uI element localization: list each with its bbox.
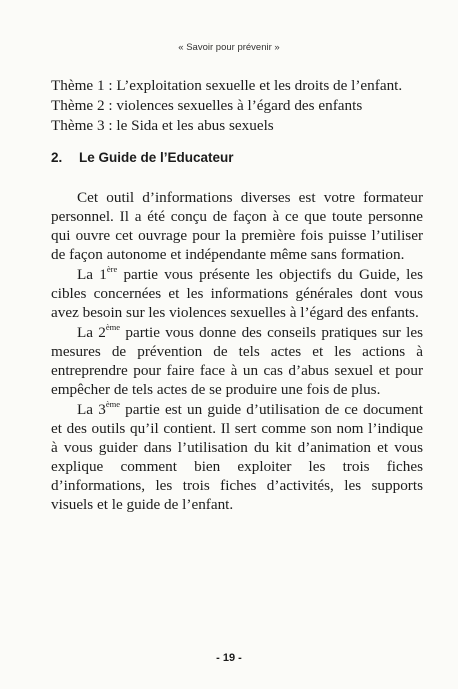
paragraph-part-1-lead: La 1 <box>77 266 107 283</box>
paragraph-part-2-lead: La 2 <box>77 324 106 341</box>
paragraph-part-1-text: partie vous présente les objectifs du Guide, les cibles concernées et les informations générales dont vous avez besoin sur les violences sexuelles à l’égard des enfants. <box>51 266 423 321</box>
section-heading <box>51 150 431 165</box>
paragraph-part-3 <box>51 400 423 514</box>
theme-item-2: Thème 2 : violences sexuelles à l’égard des enfants <box>51 97 363 114</box>
ordinal-suffix: ème <box>105 398 120 409</box>
ordinal-suffix: ère <box>106 263 118 274</box>
paragraph-part-3-lead: La 3 <box>77 401 106 418</box>
paragraph-intro: Cet outil d’informations diverses est votre formateur personnel. Il a été conçu de façon à ce que toute personne qui ouvre cet ouvrage pour la première fois puisse l’utiliser de façon autonome et indépendante même sans formation. <box>51 189 423 263</box>
theme-list <box>51 76 431 136</box>
section-number: 2. <box>51 150 63 165</box>
page-number: - 19 - <box>216 652 242 664</box>
paragraph-part-1 <box>51 265 423 322</box>
theme-item-1: Thème 1 : L’exploitation sexuelle et les droits de l’enfant. <box>51 77 403 94</box>
section-title: Le Guide de l’Educateur <box>79 150 234 165</box>
paragraph-part-3-text: partie est un guide d’utilisation de ce document et des outils qu’il contient. Il sert comme son nom l’indique à vous guider dans l’utilisation du kit d’animation et vous explique comment bien exploiter les trois fiches d’informations, les trois fiches d’activités, les supports visuels et le guide de l’enfant. <box>51 401 423 513</box>
running-header: « Savoir pour prévenir » <box>178 42 280 53</box>
paragraph-part-2 <box>51 323 423 399</box>
body-text <box>51 188 423 515</box>
ordinal-suffix: ème <box>105 321 121 332</box>
paragraph-part-2-text: partie vous donne des conseils pratiques sur les mesures de prévention de tels actes et les actions à entreprendre pour faire face à un cas d’abus sexuel et pour empêcher de tels actes de se produire une fois de plus. <box>51 324 423 398</box>
theme-item-3: Thème 3 : le Sida et les abus sexuels <box>51 117 274 134</box>
